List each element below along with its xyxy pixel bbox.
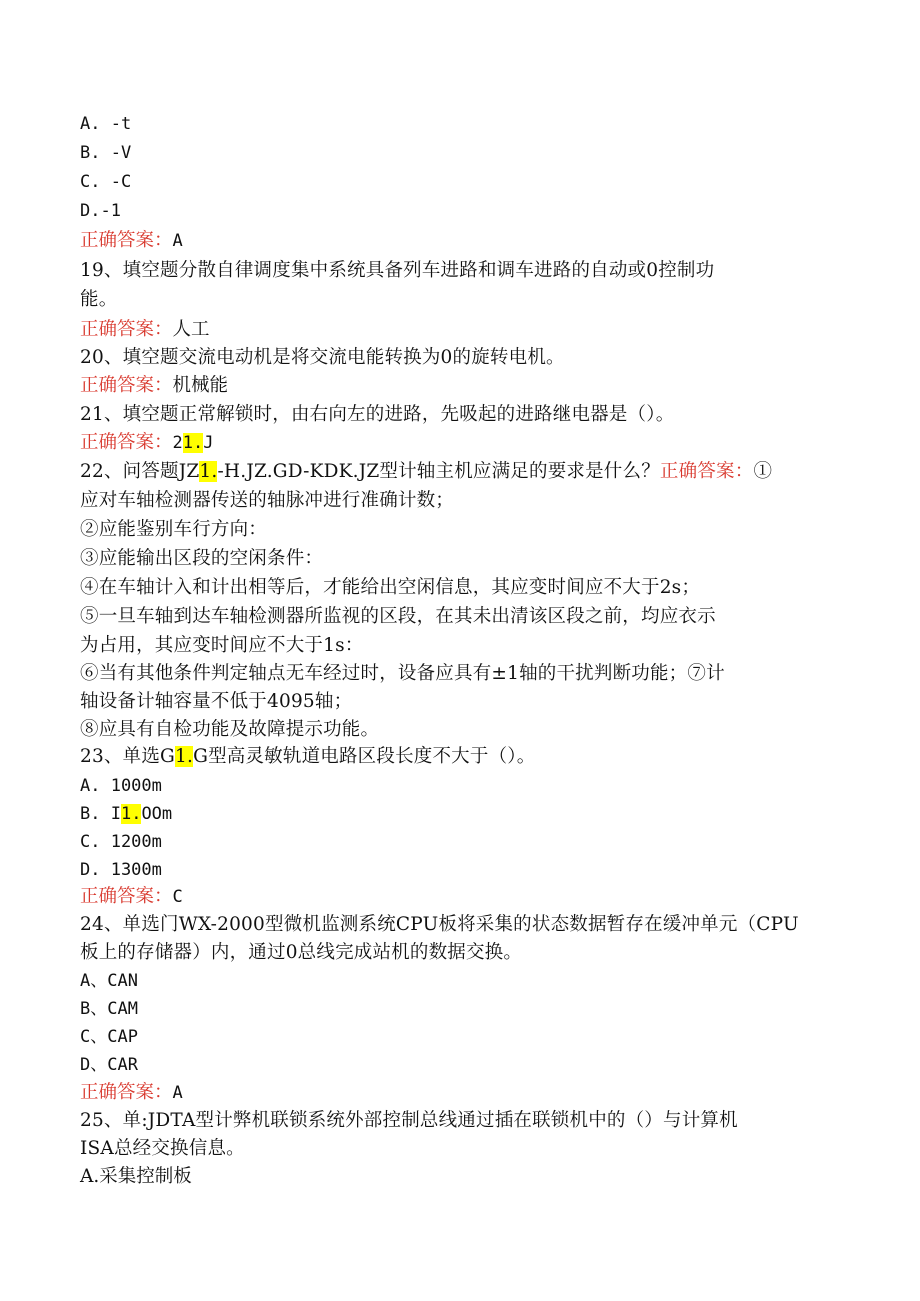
option-text: A.采集控制板 [80,1166,192,1187]
answer-value: A [172,231,183,251]
question-text [80,743,535,771]
answer-text-line: ⑥当有其他条件判定轴点无车经过时，设备应具有±1轴的干扰判断功能；⑦计 [80,663,725,684]
option-body: OOm [141,804,173,824]
option-text: D. 1300m [80,860,162,880]
option-text: B. -V [80,143,132,163]
answer-label: 正确答案： [80,230,173,251]
answer-value: 2 [172,433,183,453]
question-text [80,458,772,486]
answer-label: 正确答案： [80,886,173,907]
question-text: 能。 [80,289,118,310]
answer-value: A [172,1083,183,1103]
option-text: C、CAP [80,1027,138,1047]
answer-line [80,227,183,255]
answer-label: 正确答案： [80,1082,173,1103]
answer-text-line: 为占用，其应变时间应不大于1s： [80,635,364,656]
option-text: C. -C [80,172,132,192]
question-text: 19、填空题分散自律调度集中系统具备列车进路和调车进路的自动或0控制功 [80,260,715,281]
answer-value: C [172,887,183,907]
question-prefix: 23、单选G [80,746,176,767]
option-text: B、CAM [80,999,138,1019]
option-text: A. -t [80,114,132,134]
highlight-mark: 1. [175,746,194,767]
answer-line [80,1079,183,1107]
question-text: ISA总经交换信息。 [80,1138,245,1159]
answer-value: 机械能 [172,375,229,396]
question-body: -H.JZ.GD-KDK.JZ型计轴主机应满足的要求是什么？ [217,461,660,482]
option-text: A. 1000m [80,776,162,796]
answer-text-line: ④在车轴计入和计出相等后，才能给出空闲信息，其应变时间应不大于2s； [80,577,701,598]
option-text: D.-1 [80,201,121,221]
answer-value: 人工 [172,319,210,340]
answer-text-line: ⑧应具有自检功能及故障提示功能。 [80,719,380,740]
answer-value: ① [753,461,773,482]
answer-label: 正确答案： [80,375,173,396]
highlight-mark: 1. [199,461,218,482]
answer-label: 正确答案： [80,319,173,340]
answer-line [80,372,228,400]
option-text [80,800,172,828]
answer-text-line: 轴设备计轴容量不低于4095轴； [80,691,353,712]
answer-text-line: ②应能鉴别车行方向： [80,519,268,540]
option-text: C. 1200m [80,832,162,852]
option-text: A、CAN [80,971,138,991]
answer-label: 正确答案： [659,461,754,482]
question-text: 板上的存储器）内，通过0总线完成站机的数据交换。 [80,942,523,963]
highlight-mark: 1. [182,433,204,453]
answer-text-line: 应对车轴检测器传送的轴脉冲进行准确计数； [80,490,455,511]
answer-text-line: ⑤一旦车轴到达车轴检测器所监视的区段，在其未出清该区段之前，均应衣示 [80,606,716,627]
question-prefix: 22、问答题JZ [80,461,200,482]
question-text: 20、填空题交流电动机是将交流电能转换为0的旋转电机。 [80,347,565,368]
answer-label: 正确答案： [80,432,173,453]
question-body: G型高灵敏轨道电路区段长度不大于（）。 [193,746,536,767]
option-prefix: B. I [80,804,121,824]
question-text: 24、单选门WX-2000型微机监测系统CPU板将采集的状态数据暂存在缓冲单元（CPU [80,914,799,935]
answer-line [80,429,214,457]
answer-text-line: ③应能输出区段的空闲条件： [80,548,324,569]
option-text: D、CAR [80,1055,138,1075]
answer-value: J [203,433,214,453]
answer-line [80,316,210,344]
question-text: 21、填空题正常解锁时，由右向左的进路，先吸起的进路继电器是（）。 [80,404,675,425]
question-text: 25、单:JDTA型计弊机联锁系统外部控制总线通过插在联锁机中的（）与计算机 [80,1110,738,1131]
answer-line [80,883,183,911]
highlight-mark: 1. [120,804,142,824]
